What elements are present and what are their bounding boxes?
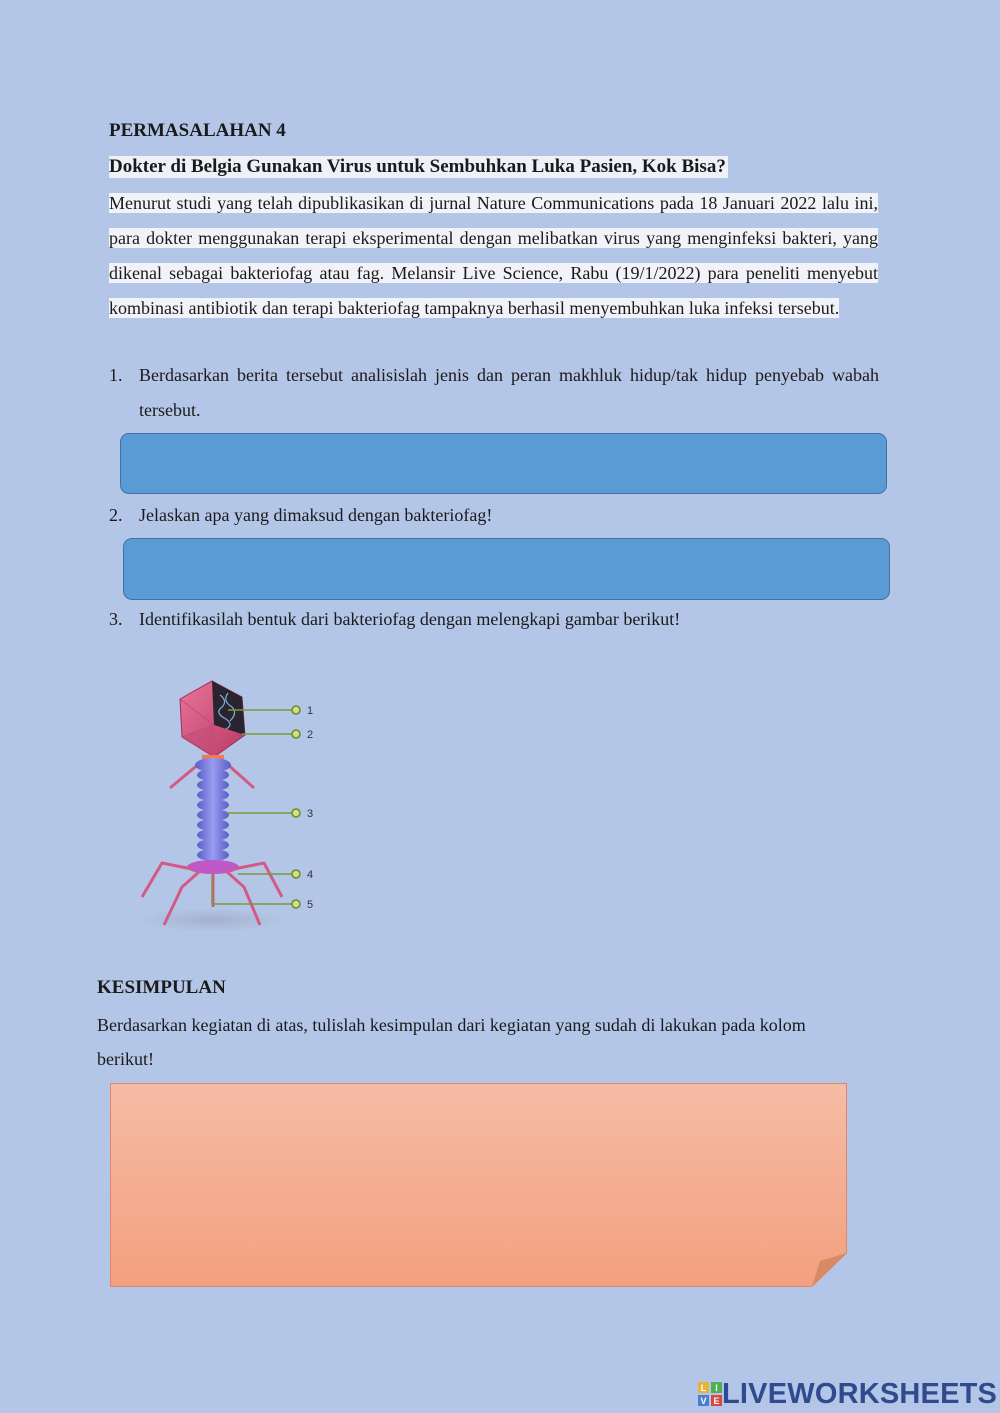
conclusion-instructions: Berdasarkan kegiatan di atas, tulislah kesimpulan dari kegiatan yang sudah di lakukan pada kolom berikut! bbox=[97, 1015, 806, 1069]
question-1-text: Berdasarkan berita tersebut analisislah jenis dan peran makhluk hidup/tak hidup penyebab wabah tersebut. bbox=[139, 365, 879, 420]
diagram-label-2: 2 bbox=[307, 729, 314, 741]
ground-shadow bbox=[137, 908, 287, 932]
svg-text:V: V bbox=[700, 1396, 707, 1406]
question-3 bbox=[109, 602, 879, 637]
article-body bbox=[109, 186, 878, 326]
liveworksheets-logo bbox=[698, 1376, 997, 1412]
question-2-number: 2. bbox=[109, 505, 123, 525]
logo-mark-icon bbox=[698, 1382, 722, 1406]
question-1 bbox=[109, 358, 879, 428]
bacteriophage-diagram bbox=[130, 675, 330, 940]
capsid-head bbox=[180, 681, 245, 757]
svg-text:L: L bbox=[700, 1383, 707, 1393]
question-1-number: 1. bbox=[109, 365, 123, 385]
diagram-label-1: 1 bbox=[307, 705, 314, 717]
svg-text:E: E bbox=[713, 1396, 720, 1406]
article-body-text: Menurut studi yang telah dipublikasikan di jurnal Nature Communications pada 18 Januari 2022 lalu ini, para dokter menggunakan terapi eksperimental dengan melibatkan virus yang menginfeksi bakteri, yang dikenal sebagai bakteriofag atau fag. Melansir Live Science, Rabu (19/1/2022) para peneliti menyebut kombinasi antibiotik dan terapi bakteriofag tampaknya berhasil menyembuhkan luka infeksi tersebut. bbox=[109, 193, 878, 318]
question-3-number: 3. bbox=[109, 609, 123, 629]
tail-sheath bbox=[195, 758, 231, 861]
label-dots bbox=[292, 706, 300, 908]
page-heading: PERMASALAHAN 4 bbox=[109, 120, 286, 141]
conclusion-title: KESIMPULAN bbox=[97, 977, 226, 998]
question-2 bbox=[109, 498, 879, 533]
question-2-text: Jelaskan apa yang dimaksud dengan bakteriofag! bbox=[139, 505, 493, 525]
answer-box-1[interactable] bbox=[120, 433, 887, 494]
brand-name: LIVEWORKSHEETS bbox=[722, 1377, 998, 1410]
svg-text:I: I bbox=[715, 1383, 718, 1393]
diagram-label-4: 4 bbox=[307, 869, 314, 881]
question-3-text: Identifikasilah bentuk dari bakteriofag dengan melengkapi gambar berikut! bbox=[139, 609, 681, 629]
baseplate bbox=[187, 860, 239, 874]
diagram-label-3: 3 bbox=[307, 808, 314, 820]
article-title: Dokter di Belgia Gunakan Virus untuk Sembuhkan Luka Pasien, Kok Bisa? bbox=[109, 156, 726, 177]
answer-box-2[interactable] bbox=[123, 538, 890, 600]
conclusion-answer-box[interactable] bbox=[110, 1083, 847, 1287]
diagram-label-5: 5 bbox=[307, 899, 314, 911]
